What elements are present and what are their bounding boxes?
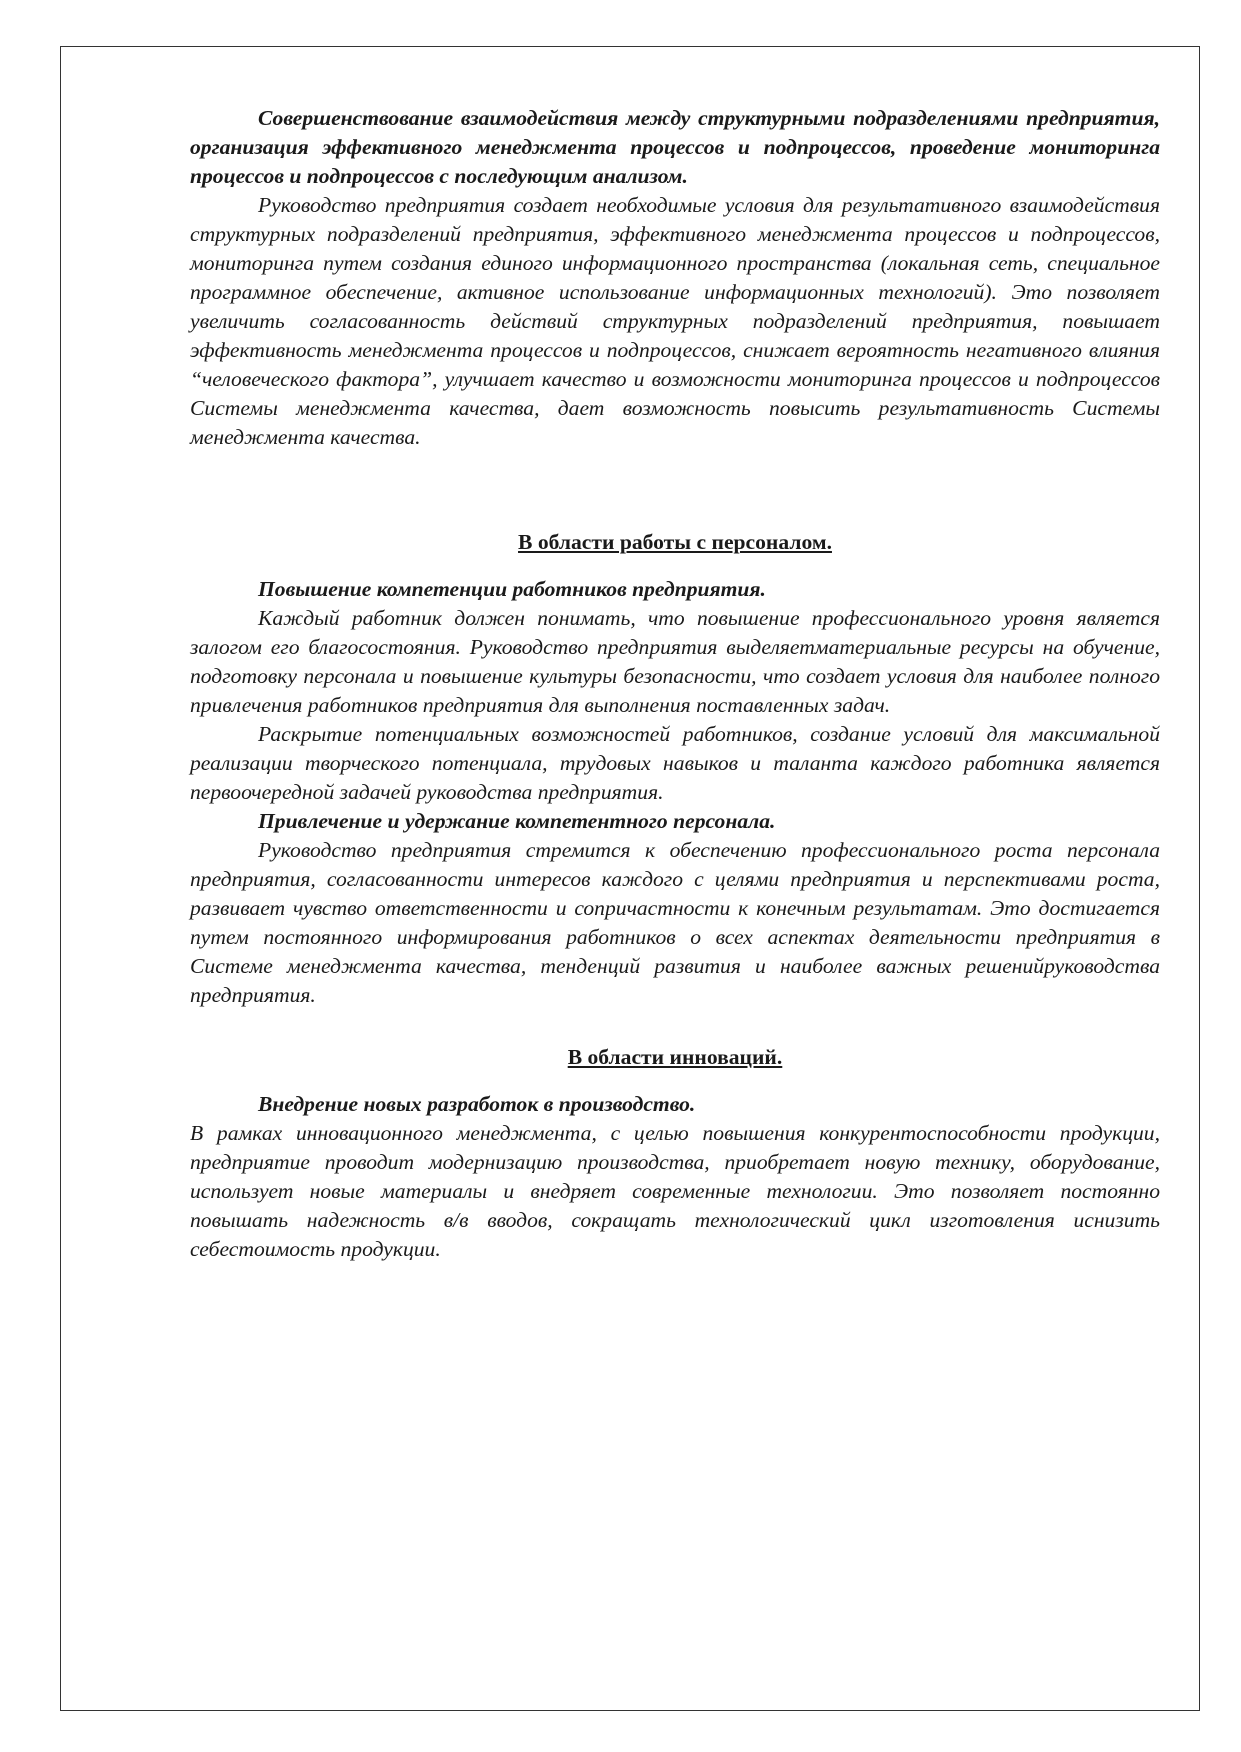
section-1-title: Совершенствование взаимодействия между структурными подразделениями предприятия, организация эффективного менеджмента процессов и подпроцессов, проведение мониторинга процессов и подпроцессов с последующим анализом. <box>190 106 1160 188</box>
section-2-paragraph-2: Раскрытие потенциальных возможностей работников, создание условий для максимальной реализации творческого потенциала, трудовых навыков и таланта каждого работника является первоочередной задачей руководства предприятия. <box>190 722 1160 804</box>
document-body <box>190 104 1160 1264</box>
section-3-paragraph: В рамках инновационного менеджмента, с целью повышения конкурентоспособности продукции, предприятие проводит модернизацию производства, приобретает новую технику, оборудование, использует новые материалы и внедряет современные технологии. Это позволяет постоянно повышать надежность в/в вводов, сокращать технологический цикл изготовления иснизить себестоимость продукции. <box>190 1121 1160 1261</box>
section-2-subtitle-1: Повышение компетенции работников предприятия. <box>258 577 766 601</box>
section-2-paragraph-1: Каждый работник должен понимать, что повышение профессионального уровня является залогом его благосостояния. Руководство предприятия выделяетматериальные ресурсы на обучение, подготовку персонала и повышение культуры безопасности, что создает условия для наиболее полного привлечения работников предприятия для выполнения поставленных задач. <box>190 606 1160 717</box>
section-2-paragraph-3: Руководство предприятия стремится к обеспечению профессионального роста персонала предприятия, согласованности интересов каждого с целями предприятия и перспективами роста, развивает чувство ответственности и сопричастности к конечным результатам. Это достигается путем постоянного информирования работников о всех аспектах деятельности предприятия в Системе менеджмента качества, тенденций развития и наиболее важных решенийруководства предприятия. <box>190 838 1160 1007</box>
section-3-heading: В области инноваций. <box>567 1045 783 1069</box>
section-2-subtitle-2: Привлечение и удержание компетентного персонала. <box>258 809 776 833</box>
section-2-heading: В области работы с персоналом. <box>518 530 832 554</box>
section-1-paragraph: Руководство предприятия создает необходимые условия для результативного взаимодействия структурных подразделений предприятия, эффективного менеджмента процессов и подпроцессов, мониторинга путем создания единого информационного пространства (локальная сеть, специальное программное обеспечение, активное использование информационных технологий). Это позволяет увеличить согласованность действий структурных подразделений предприятия, повышает эффективность менеджмента процессов и подпроцессов, снижает вероятность негативного влияния “человеческого фактора”, улучшает качество и возможности мониторинга процессов и подпроцессов Системы менеджмента качества, дает возможность повысить результативность Системы менеджмента качества. <box>190 193 1160 449</box>
section-3-subtitle: Внедрение новых разработок в производство. <box>258 1092 696 1116</box>
